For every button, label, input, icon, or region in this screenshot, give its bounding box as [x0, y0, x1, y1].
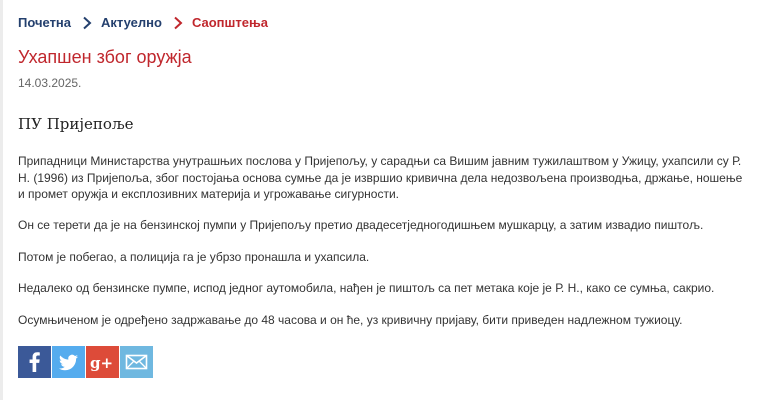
breadcrumb: [18, 14, 268, 32]
chevron-right-icon: [170, 16, 186, 30]
email-icon: [120, 346, 153, 378]
article-subheading: ПУ Пријепоље: [18, 115, 134, 133]
twitter-icon: [52, 346, 85, 378]
facebook-icon: [18, 346, 51, 378]
article-paragraph: Припадници Министарства унутрашњих послова у Пријепољу, у сарадњи са Вишим јавним тужилаштвом у Ужицу, ухапсили су Р. Н. (1996) из Пријепоља, због постојања основа сумње да је извршио кривична дела недозвољена производња, држање, ношење и промет оружја и експлозивних материја и угрожавање сигурности.: [18, 154, 743, 201]
left-border: [0, 0, 3, 400]
article-paragraph: Он се терети да је на бензинској пумпи у Пријепољу претио двадесетједногодишњем мушкарцу, а затим извадио пиштољ.: [18, 218, 704, 232]
breadcrumb-current: Саопштења: [191, 15, 268, 30]
breadcrumb-news-link[interactable]: Актуелно: [101, 15, 162, 30]
share-twitter-button[interactable]: [52, 346, 85, 378]
svg-text:g+: g+: [90, 354, 114, 372]
article-title: Ухапшен због оружја: [18, 47, 192, 67]
share-facebook-button[interactable]: [18, 346, 51, 378]
google-plus-icon: [86, 346, 119, 378]
article-paragraph: Недалеко од бензинске пумпе, испод једног аутомобила, нађен је пиштољ са пет метака које је Р. Н., како се сумња, сакрио.: [18, 281, 715, 295]
share-email-button[interactable]: [120, 346, 153, 378]
article-paragraph: Осумњиченом је одређено задржавање до 48 часова и он ће, уз кривичну пријаву, бити приведен надлежном тужиоцу.: [18, 312, 683, 327]
share-google-plus-button[interactable]: [86, 346, 119, 378]
chevron-right-icon: [79, 16, 95, 30]
article-date: 14.03.2025.: [18, 76, 82, 90]
share-buttons: [18, 346, 153, 378]
article-paragraph: Потом је побегао, а полиција га је убрзо пронашла и ухапсила.: [18, 249, 370, 264]
breadcrumb-home-link[interactable]: Почетна: [18, 15, 72, 30]
article-body: [18, 153, 752, 343]
